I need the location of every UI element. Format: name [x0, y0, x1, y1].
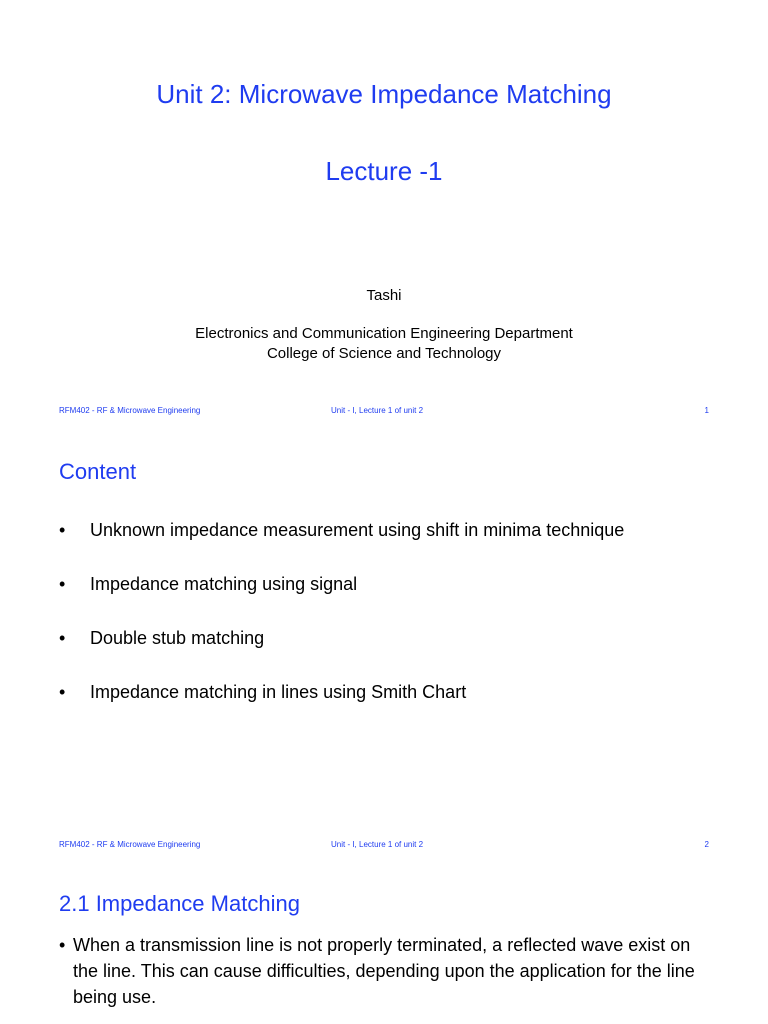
footer-course: RFM402 - RF & Microwave Engineering [59, 406, 201, 415]
list-item [59, 932, 719, 1010]
section-heading: 2.1 Impedance Matching [59, 891, 300, 916]
slide-2 [0, 432, 768, 864]
slide-3 [0, 864, 768, 1024]
footer-page-number: 2 [704, 840, 709, 849]
slide-footer [0, 405, 768, 417]
slide-1 [0, 0, 768, 432]
college-name: College of Science and Technology [266, 345, 502, 362]
bullet-icon: • [59, 520, 66, 540]
list-item-text: Unknown impedance measurement using shift in minima technique [90, 520, 625, 540]
bullet-icon: • [59, 574, 66, 594]
paragraph-text: When a transmission line is not properly terminated, a reflected wave exist on the line. This can cause difficulties, depending upon the application for the line being use. [73, 935, 695, 1007]
footer-page-number: 1 [704, 406, 709, 415]
lecture-subtitle: Lecture -1 [325, 156, 443, 186]
department-name: Electronics and Communication Engineering Department [195, 325, 573, 342]
slide-footer [0, 839, 768, 851]
content-heading: Content [59, 459, 137, 484]
footer-course: RFM402 - RF & Microwave Engineering [59, 840, 201, 849]
footer-unit: Unit - I, Lecture 1 of unit 2 [331, 840, 424, 849]
bullet-icon: • [59, 682, 66, 702]
footer-unit: Unit - I, Lecture 1 of unit 2 [331, 406, 424, 415]
bullet-icon: • [59, 628, 66, 648]
list-item-text: Impedance matching using signal [90, 574, 358, 594]
author-name: Tashi [366, 287, 402, 304]
bullet-icon: • [59, 935, 66, 955]
lecture-title: Unit 2: Microwave Impedance Matching [156, 79, 612, 109]
list-item-text: Impedance matching in lines using Smith Chart [90, 682, 467, 702]
paragraph-list [59, 932, 719, 1010]
list-item-text: Double stub matching [90, 628, 265, 648]
